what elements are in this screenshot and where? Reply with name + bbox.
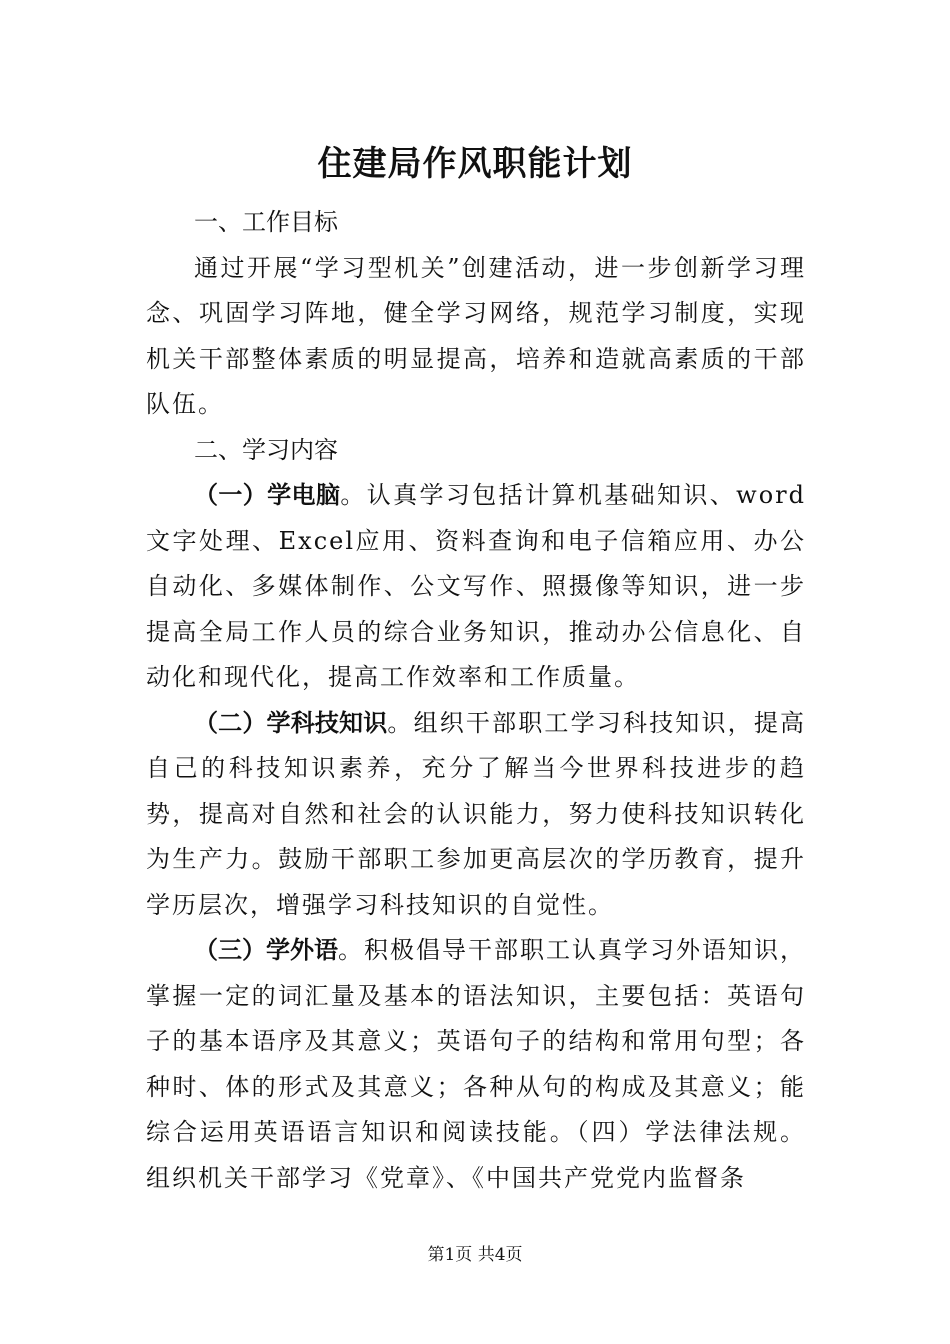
document-body: [146, 200, 806, 1201]
content-item-computer: [146, 473, 806, 701]
section-heading-content: 二、学习内容: [194, 435, 338, 464]
item-text: 。组织干部职工学习科技知识，提高自己的科技知识素养，充分了解当今世界科技进步的趋势，提高对自然和社会的认识能力，努力使科技知识转化为生产力。鼓励干部职工参加更高层次的学历教育，提升学历层次，增强学习科技知识的自觉性。: [146, 708, 806, 919]
goals-paragraph: 通过开展“学习型机关”创建活动，进一步创新学习理念、巩固学习阵地，健全学习网络，规范学习制度，实现机关干部整体素质的明显提高，培养和造就高素质的干部队伍。: [146, 253, 806, 418]
document-title: 住建局作风职能计划: [317, 144, 633, 184]
item-label: （一）学电脑: [194, 481, 341, 509]
item-text: 。认真学习包括计算机基础知识、word文字处理、Excel应用、资料查询和电子信箱应用、办公自动化、多媒体制作、公文写作、照摄像等知识，进一步提高全局工作人员的综合业务知识，推动办公信息化、自动化和现代化，提高工作效率和工作质量。: [146, 481, 807, 691]
page-footer: 第1页 共4页: [427, 1245, 523, 1265]
item-label: （二）学科技知识: [194, 708, 388, 737]
item-label: （三）学外语: [194, 936, 338, 964]
content-item-technology: [146, 701, 806, 929]
item-text: 。积极倡导干部职工认真学习外语知识，掌握一定的词汇量及基本的语法知识，主要包括：英语句子的基本语序及其意义；英语句子的结构和常用句型；各种时、体的形式及其意义；各种从句的构成及其意义；能综合运用英语语言知识和阅读技能。（四）学法律法规。组织机关干部学习《党章》、《中国共产党党内监督条: [146, 936, 806, 1192]
content-item-foreign-language: [146, 928, 806, 1201]
section-heading-goals: 一、工作目标: [194, 208, 338, 236]
